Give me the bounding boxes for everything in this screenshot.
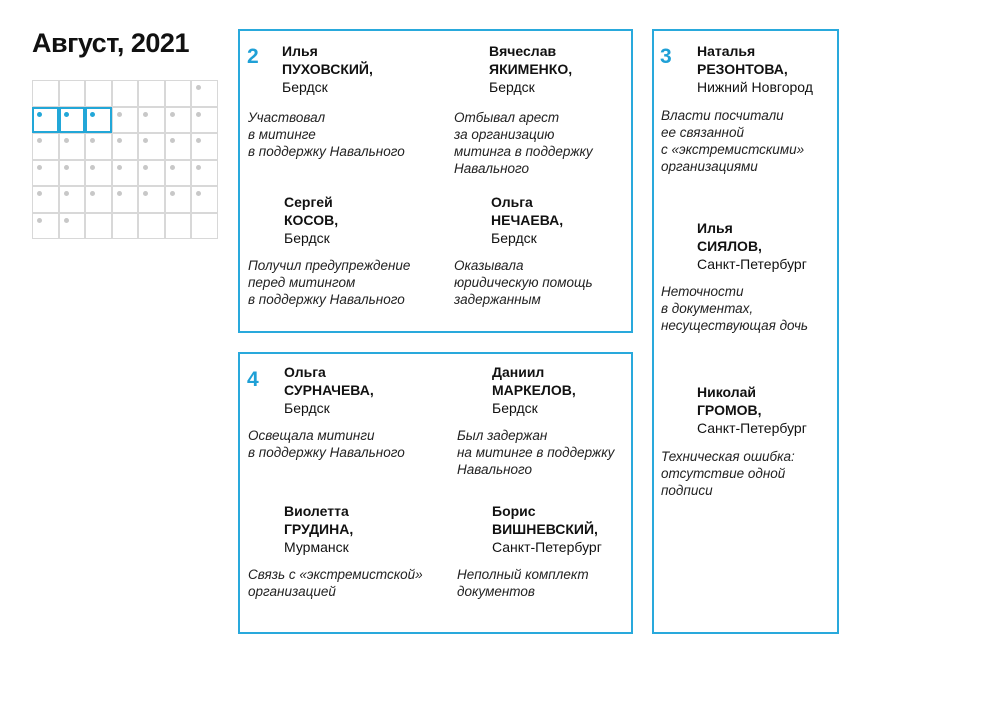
calendar-day-dot [196,112,201,117]
person-card [697,383,807,437]
person-first-name: Борис [492,503,536,519]
person-description: Связь с «экстремистской» организацией [248,567,423,599]
calendar-day-dot [64,165,69,170]
person-city: Бердск [282,79,328,95]
calendar-day-dot [64,191,69,196]
person-city: Бердск [489,79,535,95]
person-first-name: Николай [697,384,757,400]
group-box-2 [238,29,633,333]
group-number: 4 [247,368,259,391]
calendar-cell [165,160,192,187]
group-box-4 [238,352,633,634]
calendar-day-dot [143,138,148,143]
calendar-cell [32,160,59,187]
calendar-day-dot [170,165,175,170]
person-last-name: ЯКИМЕНКО, [489,61,573,77]
person-card [282,42,373,96]
calendar-cell [112,107,139,134]
calendar-cell [32,133,59,160]
calendar-cell [32,213,59,240]
calendar-day-dot [143,112,148,117]
person-first-name: Даниил [492,364,545,380]
person-last-name: НЕЧАЕВА, [491,212,564,228]
calendar-cell [138,160,165,187]
person-city: Мурманск [284,539,349,555]
group-number: 3 [660,45,672,68]
calendar-day-dot [117,112,122,117]
calendar-cell [191,213,218,240]
calendar-day-dot [37,112,42,117]
person-last-name: ГРОМОВ, [697,402,762,418]
calendar-day-dot [90,191,95,196]
calendar-day-dot [37,138,42,143]
person-first-name: Вячеслав [489,43,557,59]
calendar-cell [191,80,218,107]
calendar-cell [85,160,112,187]
calendar-day-dot [196,138,201,143]
person-first-name: Илья [697,220,733,236]
person-last-name: ПУХОВСКИЙ, [282,61,373,77]
person-last-name: СИЯЛОВ, [697,238,762,254]
person-city: Санкт-Петербург [492,539,602,555]
calendar-day-dot [90,112,95,117]
calendar-day-dot [117,165,122,170]
person-description: Неточности в документах, несуществующая дочь [661,284,809,333]
calendar-cell [138,133,165,160]
person-city: Бердск [492,400,538,416]
calendar-cell [32,186,59,213]
calendar-cell [138,186,165,213]
calendar-day-dot [37,165,42,170]
person-first-name: Наталья [697,43,756,59]
person-last-name: ГРУДИНА, [284,521,354,537]
calendar-cell [165,80,192,107]
calendar-day-dot [170,138,175,143]
person-city: Санкт-Петербург [697,420,807,436]
person-first-name: Сергей [284,194,333,210]
person-city: Бердск [284,230,330,246]
calendar-cell [32,107,59,134]
calendar-cell [112,186,139,213]
person-first-name: Виолетта [284,503,349,519]
group-box-3 [652,29,839,634]
calendar-day-dot [117,191,122,196]
person-card [697,42,813,96]
person-description: Техническая ошибка: отсутствие одной подписи [661,449,795,498]
person-description: Освещала митинги в поддержку Навального [248,428,405,460]
calendar-cell [165,133,192,160]
calendar-day-dot [143,191,148,196]
calendar-cell [59,186,86,213]
calendar-cell [165,186,192,213]
calendar-cell [112,213,139,240]
page-title: Август, 2021 [32,28,189,58]
calendar-day-dot [196,85,201,90]
person-description: Власти посчитали ее связанной с «экстремистскими» организациями [661,108,805,174]
person-last-name: МАРКЕЛОВ, [492,382,576,398]
calendar-cell [32,80,59,107]
person-description: Отбывал арест за организацию митинга в поддержку Навального [454,110,593,176]
calendar-day-dot [170,191,175,196]
calendar-cell [138,80,165,107]
calendar-day-dot [143,165,148,170]
calendar-cell [191,133,218,160]
calendar-cell [191,186,218,213]
calendar-day-dot [170,112,175,117]
person-description: Получил предупреждение перед митингом в поддержку Навального [248,258,411,307]
calendar-day-dot [196,191,201,196]
calendar-day-dot [37,191,42,196]
person-city: Санкт-Петербург [697,256,807,272]
person-card [284,363,374,417]
person-first-name: Илья [282,43,318,59]
person-last-name: КОСОВ, [284,212,339,228]
person-card [492,363,576,417]
person-first-name: Ольга [284,364,326,380]
calendar-cell [85,186,112,213]
calendar-cell [85,80,112,107]
calendar-day-dot [117,138,122,143]
person-card [284,502,353,556]
calendar-day-dot [196,165,201,170]
person-card [284,193,338,247]
calendar-cell [165,107,192,134]
calendar-cell [112,80,139,107]
calendar-cell [112,133,139,160]
calendar-cell [138,213,165,240]
calendar-cell [85,213,112,240]
calendar-cell [59,213,86,240]
calendar-cell [59,133,86,160]
person-city: Бердск [491,230,537,246]
person-card [697,219,807,273]
person-first-name: Ольга [491,194,533,210]
calendar-cell [191,160,218,187]
calendar-cell [85,133,112,160]
person-description: Оказывала юридическую помощь задержанным [454,258,593,307]
calendar-day-dot [90,165,95,170]
calendar-day-dot [64,112,69,117]
person-description: Неполный комплект документов [457,567,589,599]
person-card [492,502,602,556]
person-card [489,42,572,96]
calendar-day-dot [64,218,69,223]
person-card [491,193,563,247]
group-number: 2 [247,45,259,68]
person-description: Участвовал в митинге в поддержку Навального [248,110,405,159]
person-last-name: ВИШНЕВСКИЙ, [492,521,598,537]
calendar-cell [191,107,218,134]
person-last-name: СУРНАЧЕВА, [284,382,374,398]
calendar-cell [59,80,86,107]
person-city: Нижний Новгород [697,79,813,95]
calendar-cell [165,213,192,240]
calendar-day-dot [64,138,69,143]
person-description: Был задержан на митинге в поддержку Навального [457,428,615,477]
person-city: Бердск [284,400,330,416]
calendar-day-dot [90,138,95,143]
calendar-cell [59,160,86,187]
calendar-cell [112,160,139,187]
calendar-cell [59,107,86,134]
person-last-name: РЕЗОНТОВА, [697,61,788,77]
calendar-day-dot [37,218,42,223]
calendar-cell [85,107,112,134]
calendar-cell [138,107,165,134]
